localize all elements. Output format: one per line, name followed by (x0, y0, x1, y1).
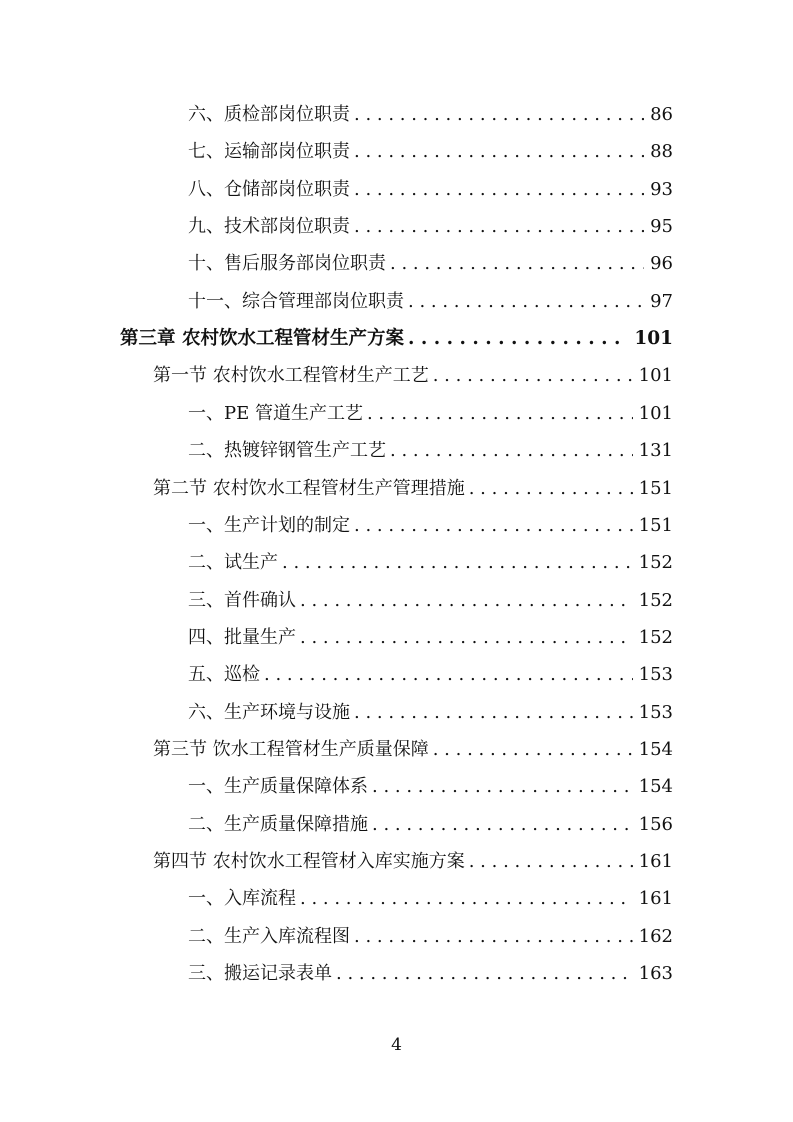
toc-entry[interactable] (188, 660, 673, 697)
toc-page-number: 151 (638, 477, 673, 499)
toc-entry[interactable] (188, 884, 673, 921)
toc-page-number: 96 (650, 253, 673, 275)
toc-entry[interactable] (188, 623, 673, 660)
toc-title: 第一节 农村饮水工程管材生产工艺 (153, 365, 429, 387)
toc-page-number: 163 (638, 963, 673, 985)
toc-leader-dots (469, 478, 633, 499)
toc-title: 第三章 农村饮水工程管材生产方案 (120, 328, 404, 350)
toc-entry[interactable] (188, 698, 673, 735)
toc-leader-dots (354, 702, 633, 723)
toc-page-number: 161 (638, 888, 673, 910)
toc-page-number: 86 (650, 104, 673, 125)
toc-title: 六、质检部岗位职责 (188, 104, 350, 125)
toc-title: 第四节 农村饮水工程管材入库实施方案 (153, 851, 465, 872)
toc-title: 一、入库流程 (188, 888, 296, 910)
toc-page-number: 131 (638, 440, 673, 462)
toc-title: 一、PE 管道生产工艺 (188, 402, 363, 424)
toc-page-number: 152 (638, 552, 673, 574)
toc-page-number: 153 (638, 664, 673, 686)
toc-leader-dots (354, 926, 633, 947)
toc-title: 十、售后服务部岗位职责 (188, 253, 386, 275)
toc-leader-dots (354, 216, 644, 237)
toc-title: 七、运输部岗位职责 (188, 141, 350, 163)
toc-title: 二、生产入库流程图 (188, 925, 350, 947)
toc-leader-dots (354, 515, 633, 536)
toc-title: 二、生产质量保障措施 (188, 813, 368, 835)
toc-title: 第三节 饮水工程管材生产质量保障 (153, 738, 429, 760)
toc-title: 五、巡检 (188, 664, 260, 686)
toc-page-number: 101 (634, 328, 673, 350)
toc-title: 第二节 农村饮水工程管材生产管理措施 (153, 477, 465, 499)
toc-leader-dots (390, 253, 644, 274)
toc-entry[interactable] (188, 100, 673, 137)
toc-chapter-entry[interactable] (120, 324, 673, 361)
toc-title: 一、生产质量保障体系 (188, 776, 368, 798)
toc-leader-dots (300, 888, 633, 909)
toc-leader-dots (433, 739, 633, 760)
toc-entry[interactable] (188, 137, 673, 174)
toc-page-number: 152 (638, 589, 673, 611)
toc-page-number: 101 (638, 365, 673, 387)
toc-page-number: 153 (638, 701, 673, 723)
toc-page-number: 151 (638, 514, 673, 536)
toc-entry[interactable] (188, 175, 673, 212)
toc-title: 十一、综合管理部岗位职责 (188, 290, 404, 312)
toc-leader-dots (300, 627, 633, 648)
toc-leader-dots (300, 590, 633, 611)
toc-title: 六、生产环境与设施 (188, 701, 350, 723)
toc-section-entry[interactable] (153, 735, 673, 772)
toc-entry[interactable] (188, 436, 673, 473)
toc-page-number: 95 (650, 216, 673, 238)
toc-entry[interactable] (188, 287, 673, 324)
toc-page-number: 156 (638, 813, 673, 835)
toc-leader-dots (264, 664, 633, 685)
toc-entry[interactable] (188, 772, 673, 809)
toc-leader-dots (282, 552, 633, 573)
toc-page-number: 154 (638, 738, 673, 760)
toc-page-number: 97 (650, 290, 673, 312)
toc-entry[interactable] (188, 249, 673, 286)
toc-leader-dots (408, 328, 628, 349)
toc-leader-dots (367, 403, 633, 424)
toc-leader-dots (354, 179, 644, 200)
toc-page-number: 162 (638, 925, 673, 947)
toc-page-number: 101 (638, 402, 673, 424)
toc-leader-dots (354, 141, 644, 162)
toc-title: 二、热镀锌钢管生产工艺 (188, 440, 386, 462)
toc-page-number: 152 (638, 626, 673, 648)
toc-leader-dots (372, 776, 633, 797)
toc-entry[interactable] (188, 810, 673, 847)
toc-section-entry[interactable] (153, 361, 673, 398)
toc-section-entry[interactable] (153, 847, 673, 884)
toc-entry[interactable] (188, 511, 673, 548)
toc-title: 四、批量生产 (188, 626, 296, 648)
toc-page-number: 161 (638, 851, 673, 872)
toc-title: 三、首件确认 (188, 589, 296, 611)
toc-entry[interactable] (188, 399, 673, 436)
toc-leader-dots (433, 365, 633, 386)
toc-leader-dots (336, 963, 633, 984)
toc-title: 一、生产计划的制定 (188, 514, 350, 536)
toc-page-number: 93 (650, 178, 673, 200)
toc-entry[interactable] (188, 212, 673, 249)
toc-entry[interactable] (188, 548, 673, 585)
toc-leader-dots (469, 851, 633, 872)
toc-page-number: 154 (638, 776, 673, 798)
toc-title: 二、试生产 (188, 552, 278, 574)
toc-entry[interactable] (188, 959, 673, 996)
toc-leader-dots (372, 814, 633, 835)
toc-leader-dots (354, 104, 644, 125)
toc-section-entry[interactable] (153, 474, 673, 511)
toc-leader-dots (408, 291, 644, 312)
toc-title: 八、仓储部岗位职责 (188, 178, 350, 200)
page-number: 4 (391, 1035, 402, 1055)
toc-leader-dots (390, 440, 633, 461)
toc-page-number: 88 (650, 141, 673, 163)
toc-title: 九、技术部岗位职责 (188, 216, 350, 238)
toc-entry[interactable] (188, 586, 673, 623)
toc-title: 三、搬运记录表单 (188, 963, 332, 985)
toc-entry[interactable] (188, 922, 673, 959)
